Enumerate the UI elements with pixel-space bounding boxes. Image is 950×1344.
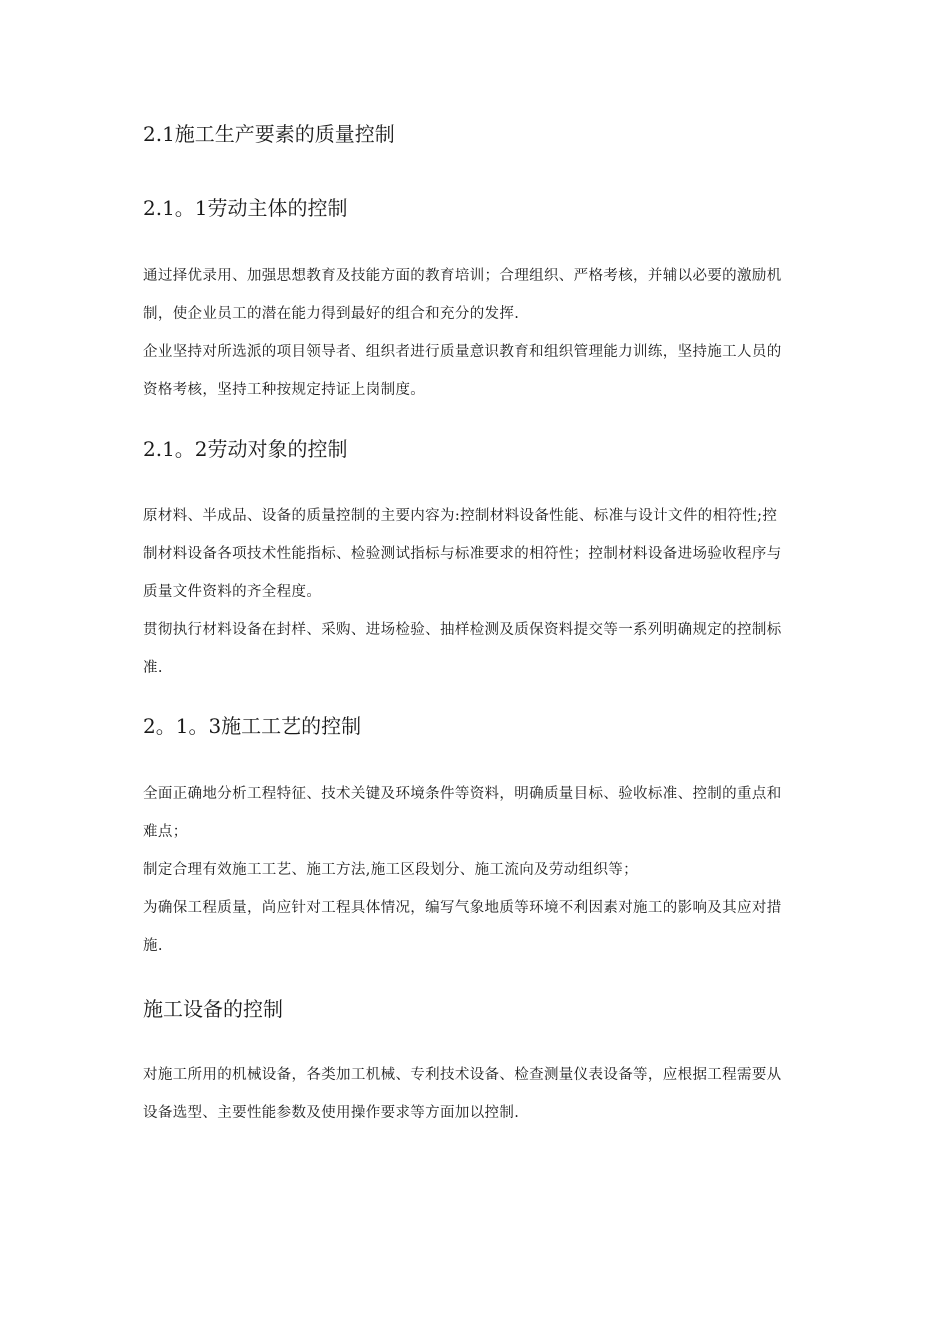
paragraph-line: 制定合理有效施工工艺、施工方法,施工区段划分、施工流向及劳动组织等； (143, 862, 639, 878)
section-heading-2-1-2: 2.1。2劳动对象的控制 (143, 437, 348, 461)
paragraph-line: 准. (143, 660, 163, 676)
paragraph-line: 施. (143, 938, 163, 954)
paragraph-line: 制，使企业员工的潜在能力得到最好的组合和充分的发挥. (143, 306, 520, 322)
paragraph-line: 资格考核，坚持工种按规定持证上岗制度。 (143, 382, 426, 398)
paragraph-line: 对施工所用的机械设备，各类加工机械、专利技术设备、检查测量仪表设备等，应根据工程需要从 (143, 1067, 782, 1083)
paragraph-line: 全面正确地分析工程特征、技术关键及环境条件等资料，明确质量目标、验收标准、控制的重点和 (143, 786, 782, 802)
paragraph-line: 企业坚持对所选派的项目领导者、组织者进行质量意识教育和组织管理能力训练，坚持施工人员的 (143, 344, 782, 360)
paragraph-line: 质量文件资料的齐全程度。 (143, 584, 322, 600)
paragraph-line: 通过择优录用、加强思想教育及技能方面的教育培训；合理组织、严格考核，并辅以必要的激励机 (143, 268, 782, 284)
section-heading-equipment: 施工设备的控制 (143, 997, 283, 1021)
paragraph-line: 设备选型、主要性能参数及使用操作要求等方面加以控制. (143, 1105, 520, 1121)
section-heading-2-1: 2.1施工生产要素的质量控制 (143, 122, 395, 146)
paragraph-line: 贯彻执行材料设备在封样、采购、进场检验、抽样检测及质保资料提交等一系列明确规定的控制标 (143, 622, 782, 638)
section-heading-2-1-1: 2.1。1劳动主体的控制 (143, 196, 348, 220)
paragraph-line: 难点； (143, 824, 188, 840)
paragraph-line: 原材料、半成品、设备的质量控制的主要内容为:控制材料设备性能、标准与设计文件的相符性;控 (143, 508, 778, 524)
paragraph-line: 为确保工程质量，尚应针对工程具体情况，编写气象地质等环境不利因素对施工的影响及其应对措 (143, 900, 782, 916)
paragraph-line: 制材料设备各项技术性能指标、检验测试指标与标准要求的相符性；控制材料设备进场验收程序与 (143, 546, 782, 562)
section-heading-2-1-3: 2。1。3施工工艺的控制 (143, 714, 362, 738)
